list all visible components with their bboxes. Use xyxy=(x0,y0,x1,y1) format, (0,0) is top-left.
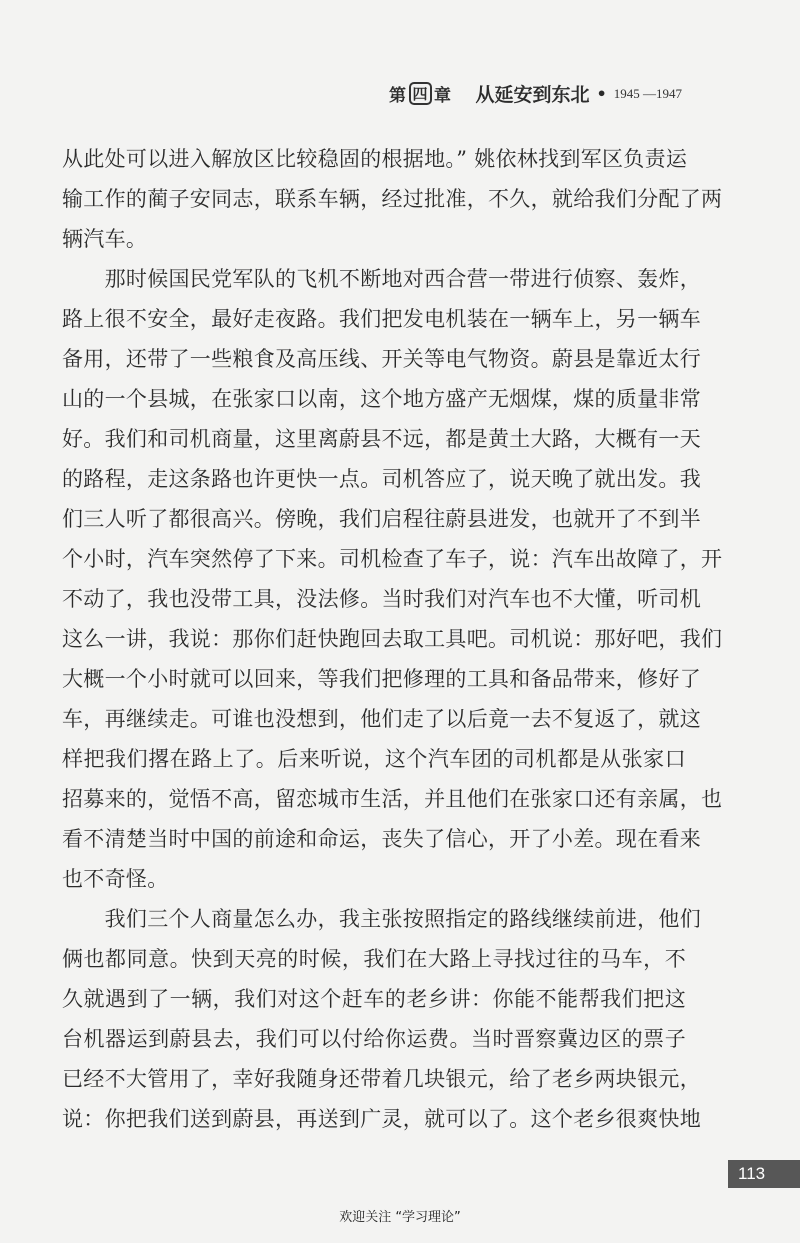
paragraph xyxy=(62,139,723,259)
text-line: 俩也都同意。快到天亮的时候，我们在大路上寻找过往的马车，不 xyxy=(62,947,686,971)
footer-note: 欢迎关注 “学习理论” xyxy=(339,1210,461,1225)
text-line: 好。我们和司机商量，这里离蔚县不远，都是黄土大路，大概有一天 xyxy=(62,427,701,451)
text-line: 的路程，走这条路也许更快一点。司机答应了，说天晚了就出发。我 xyxy=(62,467,701,491)
paragraph xyxy=(62,899,701,1139)
paragraph xyxy=(62,259,723,899)
text-line: 我们三个人商量怎么办，我主张按照指定的路线继续前进，他们 xyxy=(62,907,701,931)
text-line: 那时候国民党军队的飞机不断地对西合营一带进行侦察、轰炸， xyxy=(62,267,701,291)
text-line: 大概一个小时就可以回来，等我们把修理的工具和备品带来，修好了 xyxy=(62,667,701,691)
text-line: 备用，还带了一些粮食及高压线、开关等电气物资。蔚县是靠近太行 xyxy=(62,347,701,371)
chapter-char: 第 xyxy=(389,85,406,106)
text-line: 个小时，汽车突然停了下来。司机检查了车子，说：汽车出故障了，开 xyxy=(62,547,723,571)
text-line: 不动了，我也没带工具，没法修。当时我们对汽车也不大懂，听司机 xyxy=(62,587,701,611)
text-line: 也不奇怪。 xyxy=(62,867,169,891)
text-line: 输工作的蔺子安同志，联系车辆，经过批准，不久，就给我们分配了两 xyxy=(62,187,723,211)
text-line: 辆汽车。 xyxy=(62,227,148,251)
chapter-char: 章 xyxy=(434,85,451,106)
text-line: 从此处可以进入解放区比较稳固的根据地。” 姚依林找到军区负责运 xyxy=(62,147,688,171)
running-header xyxy=(387,80,683,107)
text-line: 山的一个县城，在张家口以南，这个地方盛产无烟煤，煤的质量非常 xyxy=(62,387,701,411)
chapter-years: 1945 —1947 xyxy=(613,85,682,101)
text-line: 台机器运到蔚县去，我们可以付给你运费。当时晋察冀边区的票子 xyxy=(62,1027,686,1051)
text-line: 招募来的，觉悟不高，留恋城市生活，并且他们在张家口还有亲属，也 xyxy=(62,787,723,811)
text-line: 们三人听了都很高兴。傍晚，我们启程往蔚县进发，也就开了不到半 xyxy=(62,507,701,531)
text-line: 看不清楚当时中国的前途和命运，丧失了信心，开了小差。现在看来 xyxy=(62,827,701,851)
text-line: 这么一讲，我说：那你们赶快跑回去取工具吧。司机说：那好吧，我们 xyxy=(62,627,723,651)
chapter-number-char: 四 xyxy=(409,82,432,105)
chapter-title: 从延安到东北 xyxy=(475,84,590,106)
chapter-badge xyxy=(387,82,454,105)
text-line: 久就遇到了一辆，我们对这个赶车的老乡讲：你能不能帮我们把这 xyxy=(62,987,686,1011)
text-line: 已经不大管用了，幸好我随身还带着几块银元，给了老乡两块银元， xyxy=(62,1067,701,1091)
text-line: 车，再继续走。可谁也没想到，他们走了以后竟一去不复返了，就这 xyxy=(62,707,701,731)
body-text xyxy=(62,139,723,1139)
header-separator-dot: • xyxy=(596,84,607,103)
page-number-tab xyxy=(728,1160,800,1188)
text-line: 样把我们撂在路上了。后来听说，这个汽车团的司机都是从张家口 xyxy=(62,747,686,771)
page-number: 113 xyxy=(738,1164,766,1183)
text-line: 说：你把我们送到蔚县，再送到广灵，就可以了。这个老乡很爽快地 xyxy=(62,1107,701,1131)
text-line: 路上很不安全，最好走夜路。我们把发电机装在一辆车上，另一辆车 xyxy=(62,307,701,331)
